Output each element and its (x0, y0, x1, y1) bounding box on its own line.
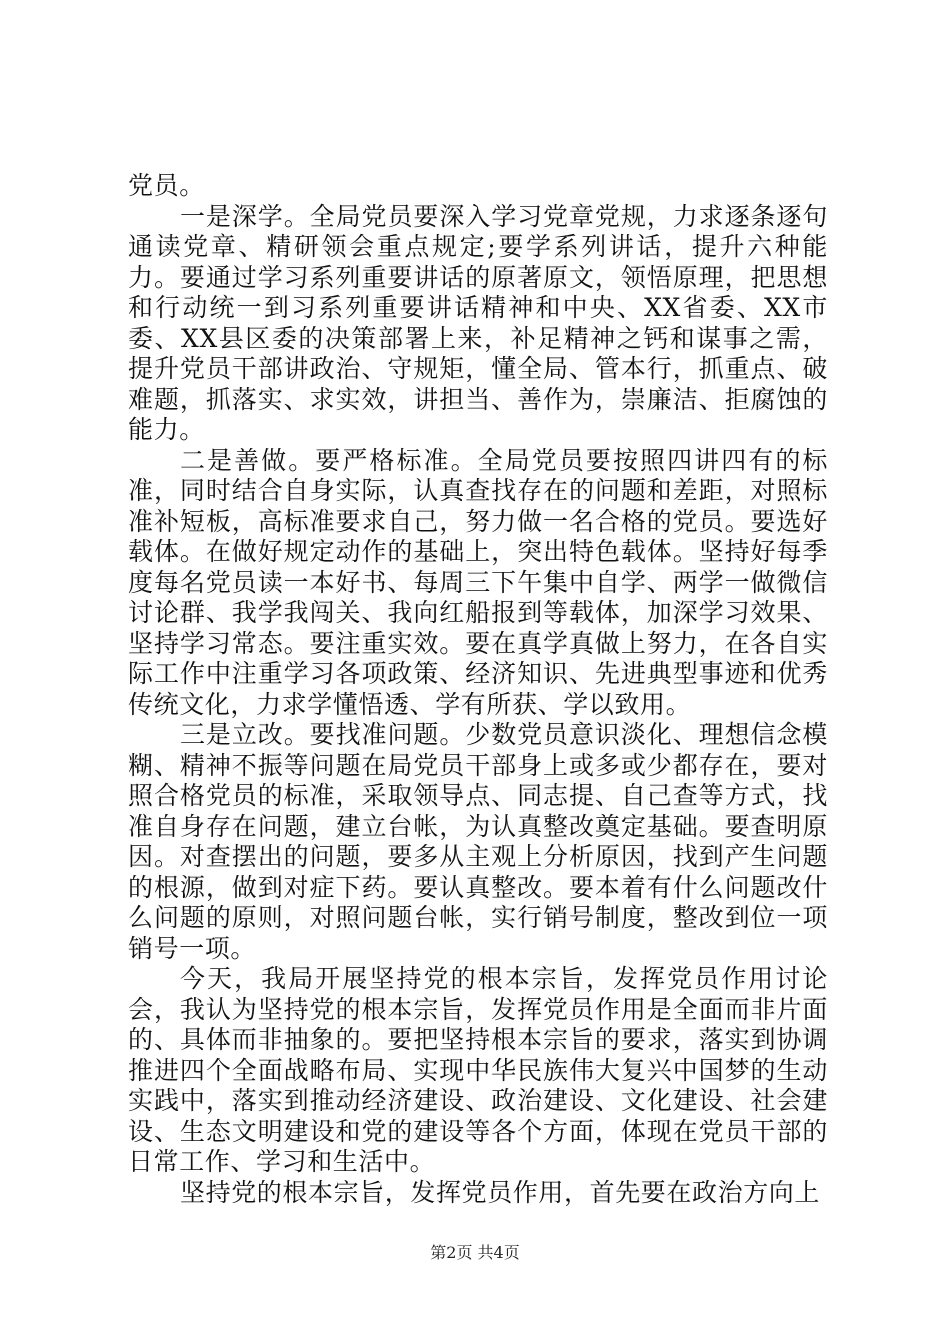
paragraph-adhere: 坚持党的根本宗旨，发挥党员作用，首先要在政治方向上 (180, 1177, 821, 1207)
paragraph-rectify: 三是立改。要找准问题。少数党员意识淡化、理想信念模糊、精神不振等问题在局党员干部身上或多或少都存在，要对照合格党员的标准，采取领导点、同志提、自己查等方式，找准自身存在问题，建立台帐，为认真整改奠定基础。要查明原因。对查摆出的问题，要多从主观上分析原因，找到产生问题的根源，做到对症下药。要认真整改。要本着有什么问题改什么问题的原则，对照问题台帐，实行销号制度，整改到位一项销号一项。 (128, 720, 828, 963)
paragraph-continuation: 党员。 (128, 171, 205, 200)
paragraph-deep-study: 一是深学。全局党员要深入学习党章党规，力求逐条逐句通读党章、精研领会重点规定;要学系列讲话，提升六种能力。要通过学习系列重要讲话的原著原文，领悟原理，把思想和行动统一到习系列重要讲话精神和中央、XX省委、XX市委、XX县区委的决策部署上来，补足精神之钙和谋事之需，提升党员干部讲政治、守规矩，懂全局、管本行，抓重点、破难题，抓落实、求实效，讲担当、善作为，崇廉洁、拒腐蚀的能力。 (128, 201, 828, 444)
paragraph-good-practice: 二是善做。要严格标准。全局党员要按照四讲四有的标准，同时结合自身实际，认真查找存在的问题和差距，对照标准补短板，高标准要求自己，努力做一名合格的党员。要选好载体。在做好规定动作的基础上，突出特色载体。坚持好每季度每名党员读一本好书、每周三下午集中自学、两学一做微信讨论群、我学我闯关、我向红船报到等载体，加深学习效果、坚持学习常态。要注重实效。要在真学真做上努力，在各自实际工作中注重学习各项政策、经济知识、先进典型事迹和优秀传统文化，力求学懂悟透、学有所获、学以致用。 (128, 445, 828, 719)
document-body (128, 171, 828, 1208)
page-footer: 第2页 共4页 (430, 1243, 520, 1262)
paragraph-today: 今天，我局开展坚持党的根本宗旨，发挥党员作用讨论会，我认为坚持党的根本宗旨，发挥党员作用是全面而非片面的、具体而非抽象的。要把坚持根本宗旨的要求，落实到协调推进四个全面战略布局、实现中华民族伟大复兴中国梦的生动实践中，落实到推动经济建设、政治建设、文化建设、社会建设、生态文明建设和党的建设等各个方面，体现在党员干部的日常工作、学习和生活中。 (128, 964, 828, 1176)
